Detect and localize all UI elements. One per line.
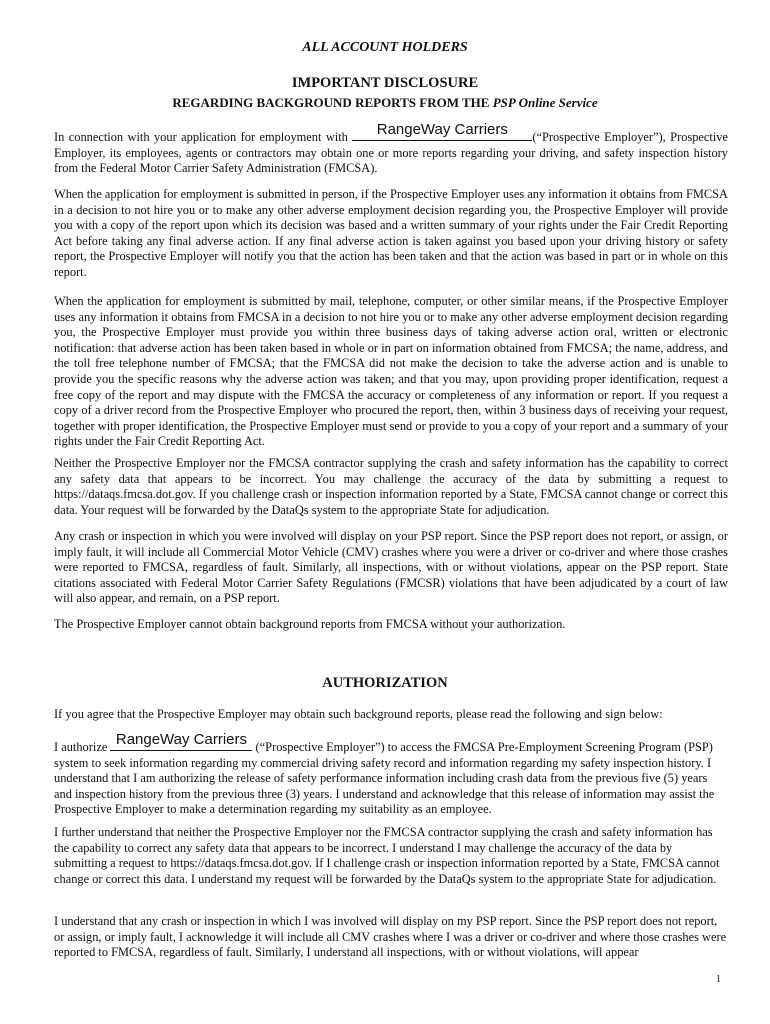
disclosure-paragraph-2: When the application for employment is submitted in person, if the Prospective Employer uses any information it obtains from FMCSA in a decision to not hire you or to make any other adverse employment decision regarding you, the Prospective Employer will provide you with a copy of the report upon which its decision was based and a written summary of your rights under the Fair Credit Reporting Act before taking any final adverse action. If any final adverse action is taken against you based upon your driving history or safety report, the Prospective Employer will notify you that the action has been taken and that the action was based in part or in whole on this report. — [54, 187, 728, 279]
a1-lead-text: I authorize — [54, 740, 108, 754]
psp-service-name: PSP Online Service — [492, 95, 598, 110]
p1-lead-text: In connection with your application for employment with — [54, 130, 348, 144]
authorized-employer-value: RangeWay Carriers — [115, 731, 248, 748]
authorization-paragraph-1 — [54, 731, 728, 818]
disclosure-paragraph-1 — [54, 121, 728, 177]
a1-trail-text: (“Prospective Employer”) to access the FMCSA Pre-Employment Screening Program (PSP) system to seek information regarding my commercial driving safety record and information regarding my safety inspection history. I understand that I am authorizing the release of safety performance information including crash data from the previous five (5) years and inspection history from the previous three (3) years. I understand and acknowledge that this release of information may assist the Prospective Employer to make a determination regarding my suitability as an employee. — [54, 740, 715, 817]
regarding-subheading — [0, 95, 770, 111]
disclosure-paragraph-4: Neither the Prospective Employer nor the FMCSA contractor supplying the crash and safety information has the capability to correct any safety data that appears to be incorrect. You may challenge the accuracy of the data by submitting a request to https://dataqs.fmcsa.dot.gov. If you challenge crash or inspection information reported by a State, FMCSA cannot change or correct this data. Your request will be forwarded by the DataQs system to the appropriate State for adjudication. — [54, 456, 728, 517]
authorized-employer-field[interactable] — [110, 731, 252, 751]
disclosure-paragraph-3: When the application for employment is submitted by mail, telephone, computer, or other similar means, if the Prospective Employer uses any information it obtains from FMCSA in a decision to not hire you or to make any other adverse employment decision regarding you, the Prospective Employer must provide you within three business days of taking adverse action oral, written or electronic notification: that adverse action has been taken based in whole or in part on information obtained from FMCSA; the name, address, and the toll free telephone number of FMCSA; that the FMCSA did not make the decision to take the adverse action and is unable to provide you the specific reasons why the adverse action was taken; and that you may, upon providing proper identification, request a free copy of the report and may dispute with the FMCSA the accuracy or completeness of any information or report. If you request a copy of a driver record from the Prospective Employer who procured the report, then, within 3 business days of receiving your request, together with proper identification, the Prospective Employer must send or provide to you a copy of your report and a summary of your rights under the Fair Credit Reporting Act. — [54, 294, 728, 449]
employer-name-value: RangeWay Carriers — [376, 121, 508, 138]
disclosure-paragraph-6: The Prospective Employer cannot obtain background reports from FMCSA without your authorization. — [54, 617, 566, 631]
page-number: 1 — [716, 974, 721, 985]
disclosure-paragraph-5: Any crash or inspection in which you were involved will display on your PSP report. Since the PSP report does not report, or assign, or imply fault, it will include all Commercial Motor Vehicle (CMV) crashes where you were a driver or co-driver and where those crashes were reported to FMCSA, regardless of fault. Similarly, all inspections, with or without violations, appear on the PSP report. State citations associated with Federal Motor Carrier Safety Regulations (FMCSR) violations that have been adjudicated by a court of law will also appear, and remain, on a PSP report. — [54, 529, 728, 606]
authorization-intro: If you agree that the Prospective Employer may obtain such background reports, please read the following and sign below: — [54, 707, 663, 721]
regarding-prefix: REGARDING BACKGROUND REPORTS FROM THE — [172, 95, 493, 110]
p1-trail-text: (“Prospective Employer”), Prospective Employer, its employees, agents or contractors may obtain one or more reports regarding your driving, and safety inspection history from the Federal Motor Carrier Safety Administration (FMCSA). — [54, 130, 728, 176]
account-holders-title: ALL ACCOUNT HOLDERS — [302, 40, 468, 55]
disclosure-heading: IMPORTANT DISCLOSURE — [291, 75, 479, 91]
authorization-paragraph-3: I understand that any crash or inspection in which I was involved will display on my PSP report. Since the PSP report does not report, or assign, or imply fault, I acknowledge it will include all CMV crashes where I was a driver or co-driver and where those crashes were reported to FMCSA, regardless of fault. Similarly, I understand all inspections, with or without violations, will appear — [54, 914, 727, 960]
employer-name-field[interactable] — [352, 121, 532, 141]
authorization-paragraph-2: I further understand that neither the Prospective Employer nor the FMCSA contractor supplying the crash and safety information has the capability to correct any safety data that appears to be incorrect. I understand I may challenge the accuracy of the data by submitting a request to https://dataqs.fmcsa.dot.gov. If I challenge crash or inspection information reported by a State, FMCSA cannot change or correct this data. I understand my request will be forwarded by the DataQs system to the appropriate State for adjudication. — [54, 825, 720, 886]
authorization-heading: AUTHORIZATION — [322, 675, 448, 691]
